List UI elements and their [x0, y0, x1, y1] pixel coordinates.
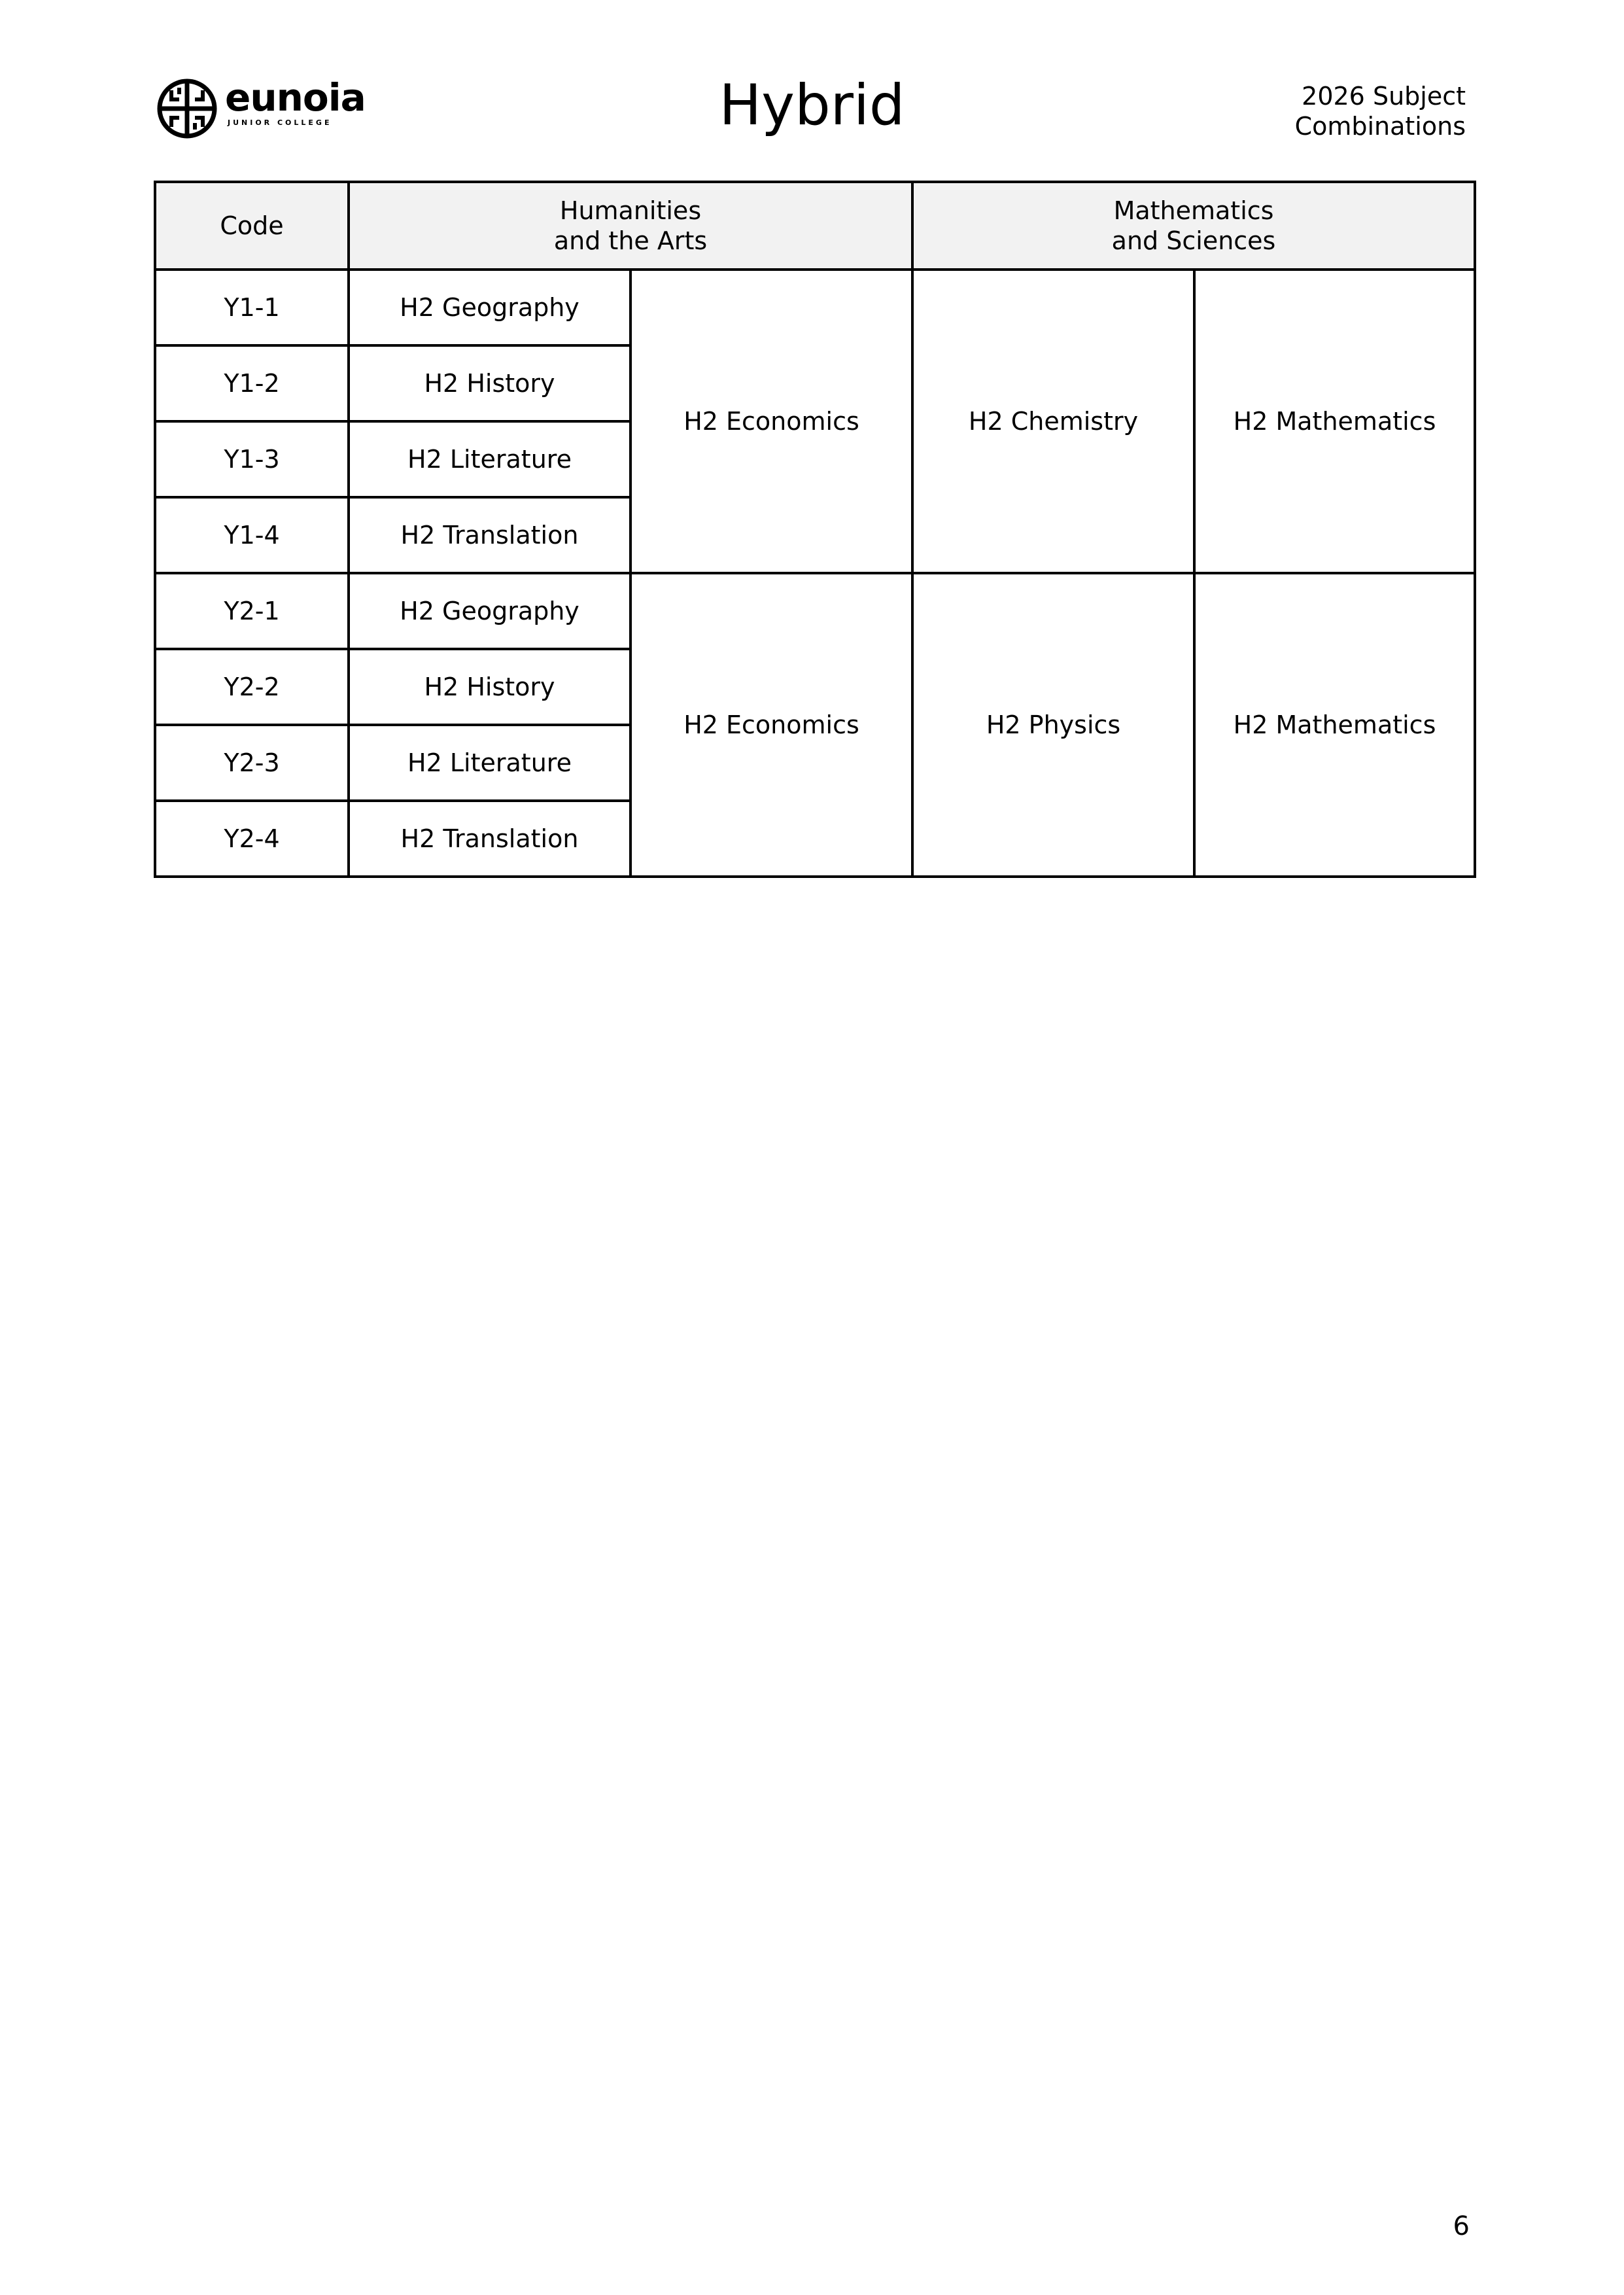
combination-code: Y2-1: [155, 573, 349, 649]
humanities-subject: H2 Geography: [349, 270, 631, 345]
science-subject: H2 Physics: [912, 573, 1194, 877]
humanities-subject: H2 Literature: [349, 421, 631, 497]
combination-code: Y1-4: [155, 497, 349, 573]
combination-code: Y2-4: [155, 801, 349, 877]
subject-combinations-table: [154, 181, 1476, 878]
page-title: Hybrid: [719, 73, 905, 138]
table-row: [155, 270, 1475, 345]
header-maths-line2: and Sciences: [1111, 226, 1276, 255]
header-code: Code: [155, 182, 349, 270]
logo-subtitle: JUNIOR COLLEGE: [228, 118, 332, 127]
combination-code: Y2-3: [155, 725, 349, 801]
science-subject: H2 Chemistry: [912, 270, 1194, 573]
header-humanities-line1: Humanities: [559, 196, 702, 225]
mathematics-subject: H2 Mathematics: [1194, 270, 1475, 573]
humanities-subject: H2 History: [349, 345, 631, 421]
humanities-subject: H2 Translation: [349, 497, 631, 573]
table-header-row: [155, 182, 1475, 270]
header-humanities: [349, 182, 912, 270]
humanities-subject: H2 Translation: [349, 801, 631, 877]
humanities-subject: H2 Geography: [349, 573, 631, 649]
common-humanities-subject: H2 Economics: [631, 270, 912, 573]
table-row: [155, 573, 1475, 649]
common-humanities-subject: H2 Economics: [631, 573, 912, 877]
combination-code: Y2-2: [155, 649, 349, 725]
document-label-line1: 2026 Subject: [1302, 82, 1466, 111]
header-maths-line1: Mathematics: [1113, 196, 1274, 225]
header-maths-sciences: [912, 182, 1475, 270]
header-humanities-line2: and the Arts: [553, 226, 708, 255]
page-number: 6: [1453, 2211, 1470, 2241]
humanities-subject: H2 Literature: [349, 725, 631, 801]
combination-code: Y1-3: [155, 421, 349, 497]
combination-code: Y1-1: [155, 270, 349, 345]
humanities-subject: H2 History: [349, 649, 631, 725]
document-label: [1295, 81, 1466, 141]
logo-wordmark: eunoia: [225, 75, 366, 120]
mathematics-subject: H2 Mathematics: [1194, 573, 1475, 877]
document-label-line2: Combinations: [1294, 112, 1466, 141]
combination-code: Y1-2: [155, 345, 349, 421]
